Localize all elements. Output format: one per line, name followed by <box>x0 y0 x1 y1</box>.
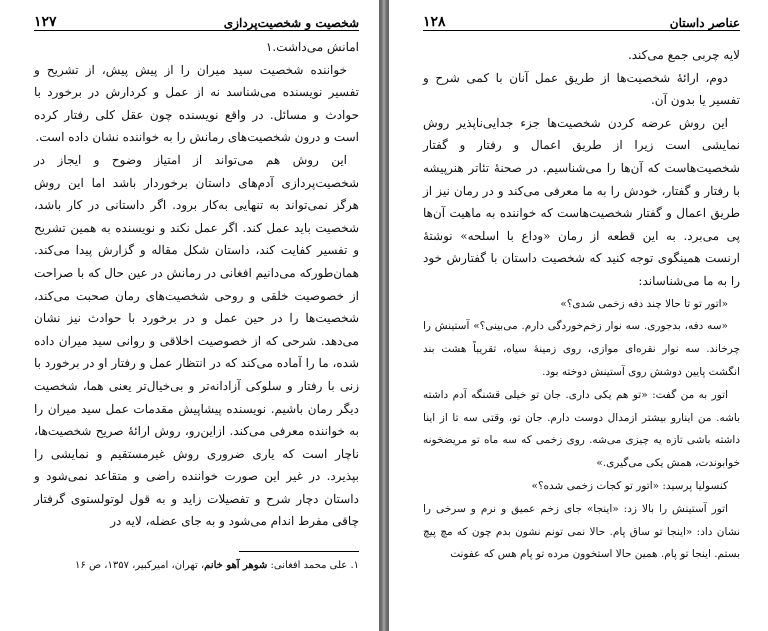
running-title: عناصر داستان <box>669 16 740 30</box>
book-gutter <box>380 0 388 631</box>
quote-line: اتور آستینش را بالا زد: «اینجا» جای زخم عمیق و نرم و سرخی را نشان داد: «اینجا تو ساق پام. حالا نمی تونم نشون بدم چون که مچ پیچ بستم. اینجا تو پام. همین حالا استخوون مرده تو پام هس که عفونت <box>423 502 740 561</box>
paragraph: این روش عرضه کردن شخصیت‌ها جزء جدایی‌ناپذیر روش نمایشی است زیرا از طریق اعمال و رفتار و گفتار شخصیت‌هاست که آن‌ها را می‌شناسیم. در صحنهٔ تئاتر هنرپیشه با رفتار و گفتار، خودش را به ما معرفی می‌کند و در رمان نیز از طریق اعمال و گفتار شخصیت‌هاست که خواننده به ماهیت آن‌ها پی می‌برد. به این قطعه از رمان «وداع با اسلحه» نوشتهٔ ارنست همینگوی توجه کنید که شخصیت داستان با گفتارش خود را به ما می‌شناساند: <box>423 115 740 288</box>
quote-line: اتور به من گفت: «تو هم یکی داری. جان تو خیلی قشنگه آدم داشته باشه. من اینارو بیشتر ازمدال دوست دارم. جان تو، وقتی سه تا از اینا داشته باشی تازه یه چیزی می‌شه. روی زخمی که سه ماه تو مریضخونه خوابوندت، همش یکی می‌گیری.» <box>423 388 740 470</box>
footnote <box>34 560 359 571</box>
page-number: ۱۲۷ <box>34 14 57 30</box>
footnote-prefix: ۱. علی محمد افغانی: <box>267 560 359 571</box>
paragraph: این روش هم می‌تواند از امتیاز وضوح و ایجاز در شخصیت‌پردازی آدم‌های داستان برخوردار باشد اما این روش هرگز نمی‌تواند به تنهایی به‌کار برود. اگر داستانی در کار باشد، شخصیت باید عمل کند. اگر عمل نکند و نویسنده به همین تشریح و تفسیر کفایت کند، داستان شکل مقاله و گزارش پیدا می‌کند. همان‌طورکه می‌دانیم افغانی در رمانش در عین حال که با صراحت از خصوصیت خلقی و روحی شخصیت‌های رمان صحبت می‌کند، شخصیت‌ها را در حین عمل و در برخورد با حوادث نیز نشان می‌دهد. شرحی که از خصوصیت اخلاقی و روانی سید میران داده شده، ما را آماده می‌کند که در انتظار عمل و رفتار او در برخورد با زنی با رفتار و سلوکی آزادانه‌تر و بی‌خیال‌تر یعنی هما، شخصیت دیگر رمان باشیم. نویسنده پیشاپیش مقدمات عمل سید میران را به خواننده معرفی می‌کند. ازاین‌رو، روش ارائهٔ صریح شخصیت‌ها، ناچار است که یاری ضروری روش غیرمستقیم و نمایشی را بپذیرد. در غیر این صورت خواننده راضی و متقاعد نمی‌شود و داستان دچار شرح و تفصیلات زاید و به قول لوتولستوی گرفتار چاقی مفرط اندام می‌شود و به جای عضله، لایه در <box>34 152 359 529</box>
left-page <box>0 0 380 631</box>
paragraph: دوم، ارائهٔ شخصیت‌ها از طریق عمل آنان با کمی شرح و تفسیر یا بدون آن. <box>423 70 740 108</box>
footnote-rest: ، تهران، امیرکبیر، ۱۳۵۷، ص ۱۶ <box>75 560 205 571</box>
page-number: ۱۲۸ <box>423 14 446 30</box>
quote-line: «اتور تو تا حالا چند دفه زخمی شدی؟» <box>560 297 728 310</box>
left-page-body <box>34 36 359 533</box>
quote-line: «سه دفه، بدجوری. سه نوار زخم‌خوردگی دارم. می‌بینی؟» آستینش را چرخاند. سه نوار نقره‌ای موازی، روی زمینهٔ سیاه، تقریباً هشت بند انگشت پایین دوشش روی آستینش دوخته بود. <box>423 320 740 378</box>
paragraph: لایه چربی جمع می‌کند. <box>627 48 740 62</box>
paragraph: امانش می‌داشت.۱ <box>265 40 359 54</box>
right-page <box>388 0 768 631</box>
right-page-header <box>423 8 740 31</box>
quote-line: کنسولیا پرسید: «اتور تو کجات زخمی شده؟» <box>531 479 728 492</box>
footnote-divider <box>239 551 359 552</box>
paragraph: خواننده شخصیت سید میران را از پیش پیش، از تشریح و تفسیر نویسنده می‌شناسد نه از عمل و کردارش در برخورد با حوادث و مسائل. در واقع نویسنده چون عقل کلی رفتار کرده است و درون شخصیت‌های رمانش را به خواننده نشان داده است. <box>34 62 359 145</box>
footnote-title: شوهر آهو خانم <box>204 560 268 571</box>
right-page-body <box>423 44 740 566</box>
left-page-header <box>34 8 359 31</box>
running-title: شخصیت و شخصیت‌پردازی <box>223 16 359 30</box>
